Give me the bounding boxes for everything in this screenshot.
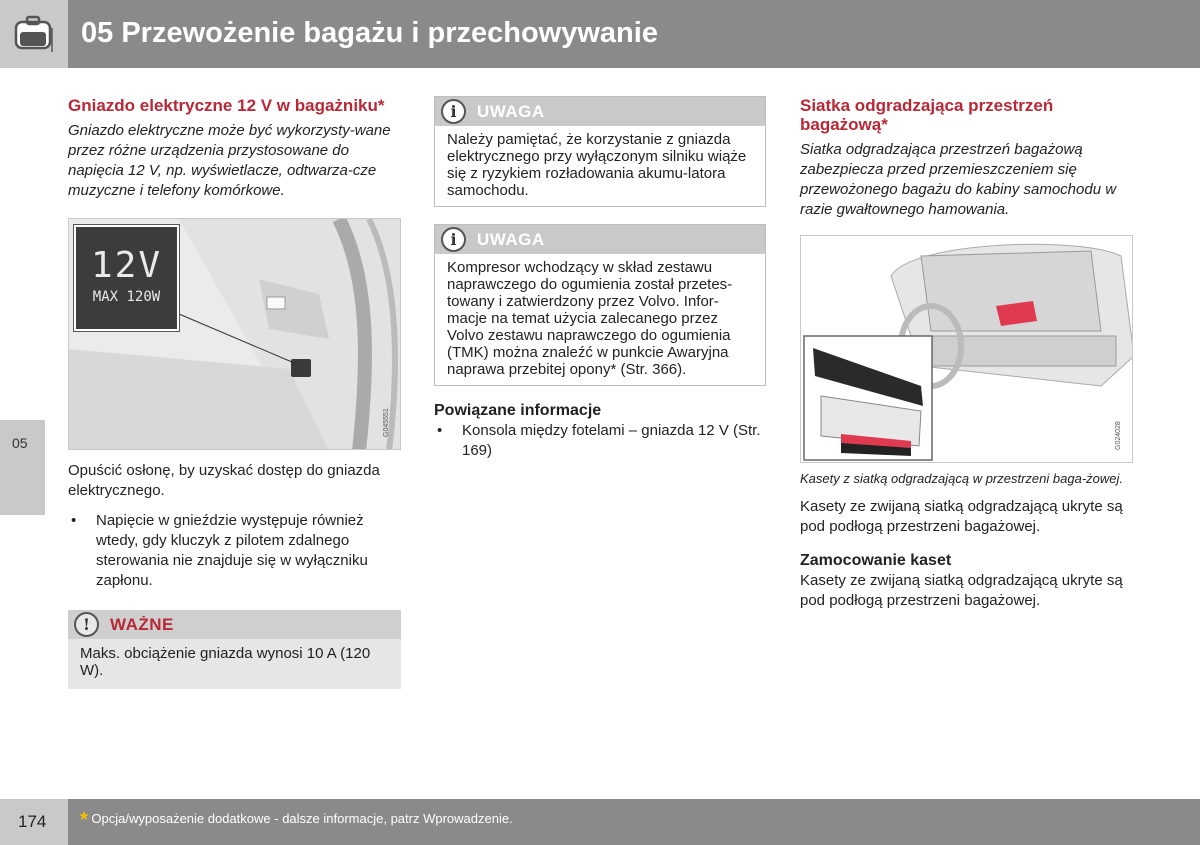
notice-box-header bbox=[435, 225, 765, 254]
important-box-text: Maks. obciążenie gniazda wynosi 10 A (120 W). bbox=[80, 645, 371, 679]
cassette-mounting-heading: Zamocowanie kaset bbox=[800, 552, 952, 569]
notice-box bbox=[434, 224, 766, 386]
related-heading: Powiązane informacje bbox=[434, 402, 602, 419]
info-icon: i bbox=[441, 99, 466, 124]
notice-box-header bbox=[435, 97, 765, 126]
luggage-icon bbox=[14, 14, 54, 54]
socket-body: Opuścić osłonę, by uzyskać dostęp do gniazda elektrycznego. bbox=[68, 462, 380, 499]
chapter-side-tab-label: 05 bbox=[12, 435, 28, 451]
header-left-block bbox=[0, 0, 68, 68]
related-link[interactable]: • Konsola między fotelami – gniazda 12 V (Str. 169) bbox=[434, 421, 766, 461]
net-figure bbox=[800, 235, 1133, 463]
optional-star-icon: * bbox=[80, 809, 88, 831]
cassette-mounting-body: Kasety ze zwijaną siatką odgradzającą ukryte są pod podłogą przestrzeni bagażowej. bbox=[800, 572, 1123, 609]
footer-note-text: Opcja/wyposażenie dodatkowe - dalsze informacje, patrz Wprowadzenie. bbox=[91, 811, 513, 826]
column-notices bbox=[434, 96, 766, 461]
socket-bullets bbox=[68, 511, 401, 591]
column-socket bbox=[68, 96, 401, 689]
column-net bbox=[800, 96, 1133, 611]
cargo-net-illustration bbox=[801, 236, 1133, 463]
exclamation-icon: ! bbox=[74, 612, 99, 637]
socket-label-bottom: MAX 120W bbox=[92, 289, 161, 305]
notice-box-text: Kompresor wchodzący w skład zestawu naprawczego do ogumienia został przetes-towany i zatwierdzony przez Volvo. Infor-macje na temat użycia zalecanego przez Volvo zestawu naprawczego do ogumienia (TMK) można znaleźć w punkcie Awaryjna naprawa przebitej opony* (Str. 366). bbox=[447, 259, 733, 378]
socket-label-panel bbox=[74, 225, 179, 331]
page-number: 174 bbox=[18, 812, 47, 831]
important-box bbox=[68, 610, 401, 689]
socket-intro: Gniazdo elektryczne może być wykorzysty-wane przez różne urządzenia przystosowane do napięcia 12 V, np. wyświetlacze, odtwarza-cze muzyczne i telefony komórkowe. bbox=[68, 122, 391, 199]
list-item: • Napięcie w gnieździe występuje również wtedy, gdy kluczyk z pilotem zdalnego sterowania nie znajduje się w wyłączniku zapłonu. bbox=[68, 511, 401, 591]
chapter-side-tab bbox=[0, 420, 45, 515]
socket-figure-code: G045551 bbox=[383, 408, 390, 437]
net-body: Kasety ze zwijaną siatką odgradzającą ukryte są pod podłogą przestrzeni bagażowej. bbox=[800, 498, 1123, 535]
important-box-label: WAŻNE bbox=[110, 615, 174, 634]
footer-note bbox=[80, 809, 513, 832]
notice-box bbox=[434, 96, 766, 207]
chapter-title: 05 Przewożenie bagażu i przechowywanie bbox=[81, 17, 658, 49]
net-intro: Siatka odgradzająca przestrzeń bagażową zabezpiecza przed przemieszczeniem się przewożonego bagażu do kabiny samochodu w razie gwałtownego hamowania. bbox=[800, 141, 1117, 218]
important-box-header bbox=[68, 610, 401, 639]
notice-box-label: UWAGA bbox=[477, 230, 545, 249]
net-figure-code: G024028 bbox=[1115, 421, 1122, 450]
socket-figure bbox=[68, 218, 401, 450]
info-icon: i bbox=[441, 227, 466, 252]
socket-heading: Gniazdo elektryczne 12 V w bagażniku* bbox=[68, 96, 385, 115]
notice-box-label: UWAGA bbox=[477, 102, 545, 121]
net-figure-caption: Kasety z siatką odgradzającą w przestrzeni baga-żowej. bbox=[800, 471, 1123, 486]
net-heading: Siatka odgradzająca przestrzeń bagażową* bbox=[800, 96, 1054, 134]
socket-label-top: 12V bbox=[90, 245, 163, 286]
related-list bbox=[434, 421, 766, 461]
notice-box-text: Należy pamiętać, że korzystanie z gniazda elektrycznego przy wyłączonym silniku wiąże się z ryzykiem rozładowania akumu-latora samochodu. bbox=[447, 131, 747, 199]
